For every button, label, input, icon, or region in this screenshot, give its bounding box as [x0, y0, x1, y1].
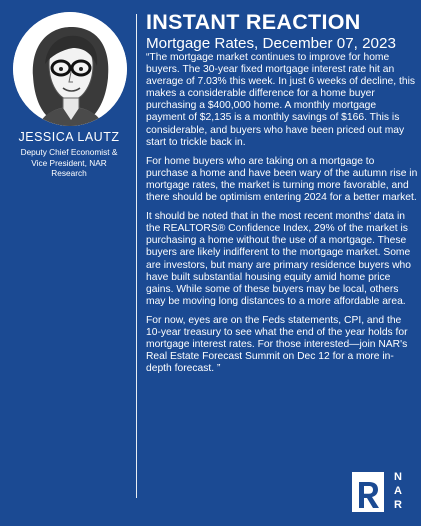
quote-body: [146, 52, 418, 382]
quote-paragraph: For home buyers who are taking on a mortgage to purchase a home and have been wary of the autumn rise in mortgage rates, the market is turning more favorable, and there should be optimism entering 2024 for a better market.: [146, 155, 418, 204]
person-name: JESSICA LAUTZ: [18, 130, 120, 144]
logo-letter: N: [394, 471, 402, 483]
nar-logo-text: [391, 470, 405, 512]
person-title-line: Vice President, NAR: [31, 157, 107, 168]
page-title: INSTANT REACTION: [146, 10, 361, 34]
column-divider: [136, 14, 137, 498]
logo-letter: A: [394, 485, 402, 497]
quote-paragraph: For now, eyes are on the Feds statements, CPI, and the 10-year treasury to see what the end of the year holds for mortgage interest rates. For those interested—join NAR's Real Estate Forecast Summit on Dec 12 for a more in-depth forecast. ”: [146, 314, 408, 375]
quote-paragraph: It should be noted that in the most recent months' data in the REALTORS® Confidence Index, 29% of the market is purchasing a home without the use of a mortgage. These buyers are likely indifferent to the mortgage market. Some are investors, but many are primary residence buyers who have built substantial housing equity amid home price gains. While some of these buyers may be local, others may be moving long distances to a more affordable area.: [146, 211, 411, 307]
person-title-line: Research: [51, 168, 87, 178]
person-title-line: Deputy Chief Economist &: [20, 147, 118, 157]
portrait-illustration: [13, 12, 127, 126]
quote-paragraph: “The mortgage market continues to improve for home buyers. The 30-year fixed mortgage interest rate hit an average of 7.03% this week. In just 6 weeks of decline, this makes a considerable difference for a home buyer purchasing a $400,000 home. A monthly mortgage payment of $2,135 is a monthly savings of $166. This is considerable, and buyers who have been priced out may start to trickle back in.: [146, 52, 416, 148]
page-subtitle: Mortgage Rates, December 07, 2023: [146, 35, 396, 52]
person-title: [2, 147, 136, 179]
logo-letter: R: [394, 499, 402, 511]
realtor-logo-icon: [352, 472, 384, 512]
